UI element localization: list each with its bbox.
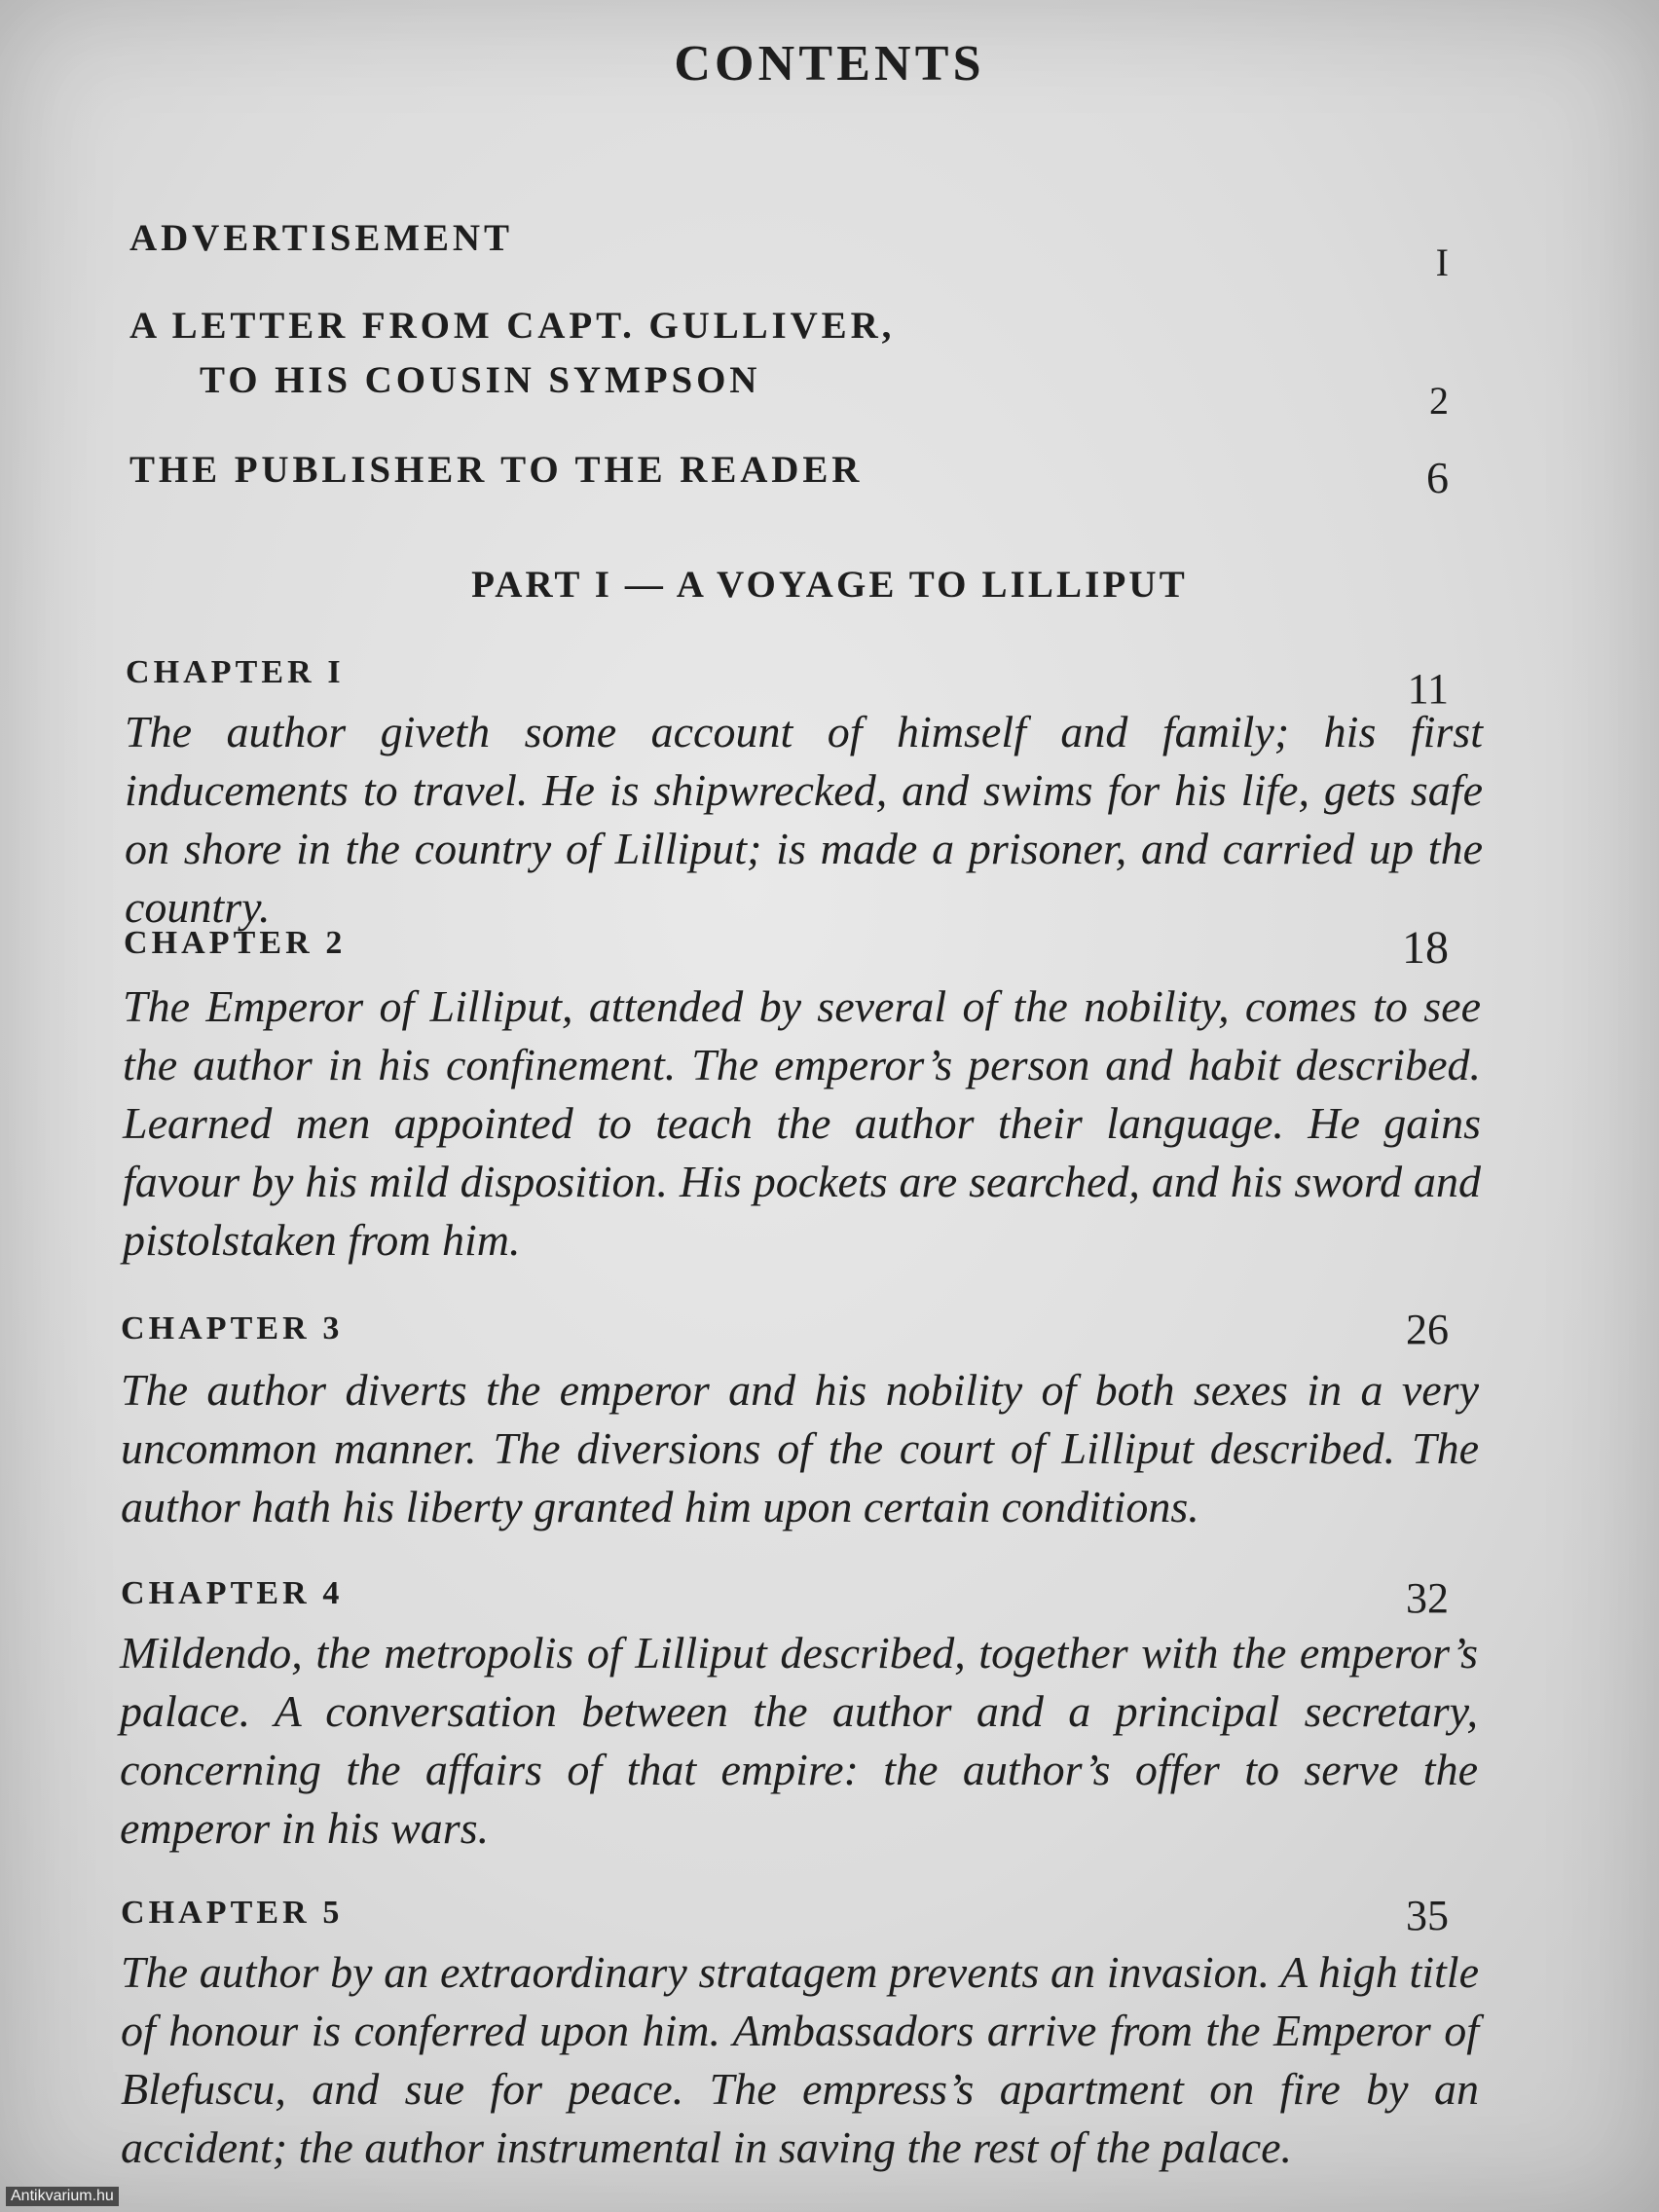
chapter-description: The author by an extraordinary stratagem prevents an invasion. A high title of honour is conferred upon him. Ambassadors arrive from the Emperor of Blefuscu, and sue for peace. The empress’s apartment on fire by an accident; the author instrumental in saving the rest of the palace. [121, 1947, 1479, 2172]
chapter-page-number: 11 [1407, 665, 1449, 713]
chapter-heading: CHAPTER 3 [121, 1310, 344, 1346]
page-title: CONTENTS [674, 36, 985, 92]
chapter-heading: CHAPTER 4 [121, 1575, 344, 1611]
front-matter-title-publisher: THE PUBLISHER TO THE READER [129, 449, 864, 491]
chapter-description: The author diverts the emperor and his nobility of both sexes in a very uncommon manner. The diversions of the court of Lilliput described. The author hath his liberty granted him upon certain conditions. [121, 1365, 1479, 1531]
front-matter-title-letter-line2: TO HIS COUSIN SYMPSON [200, 359, 761, 401]
part-title: PART I — A VOYAGE TO LILLIPUT [471, 564, 1188, 606]
chapter-description: The Emperor of Lilliput, attended by several of the nobility, comes to see the author in his confinement. The emperor’s person and habit described. Learned men appointed to teach the author their language. He gains favour by his mild disposition. His pockets are searched, and his sword and pistolstaken from him. [123, 981, 1481, 1265]
front-matter-title-advertisement: ADVERTISEMENT [129, 217, 513, 259]
chapter-heading: CHAPTER I [126, 654, 345, 690]
front-matter-title-letter-line1: A LETTER FROM CAPT. GULLIVER, [129, 305, 896, 347]
front-matter-page-advertisement: I [1435, 240, 1449, 284]
chapter-page-number: 26 [1406, 1306, 1449, 1353]
chapter-heading: CHAPTER 5 [121, 1895, 344, 1931]
chapter-description: The author giveth some account of himself and family; his first inducements to travel. He is shipwrecked, and swims for his life, gets safe on shore in the country of Lilliput; is made a prisoner, and carried up the country. [125, 707, 1483, 932]
front-matter-page-letter: 2 [1429, 379, 1449, 423]
chapter-description: Mildendo, the metropolis of Lilliput described, together with the emperor’s palace. A conversation between the author and a principal secretary, concerning the affairs of that empire: the author’s offer to serve the emperor in his wars. [120, 1628, 1478, 1853]
chapter-page-number: 35 [1406, 1892, 1449, 1939]
chapter-page-number: 18 [1402, 922, 1449, 974]
chapter-heading: CHAPTER 2 [124, 925, 347, 961]
watermark: Antikvarium.hu [6, 2187, 119, 2206]
front-matter-page-publisher: 6 [1426, 453, 1449, 502]
chapter-page-number: 32 [1406, 1574, 1449, 1622]
